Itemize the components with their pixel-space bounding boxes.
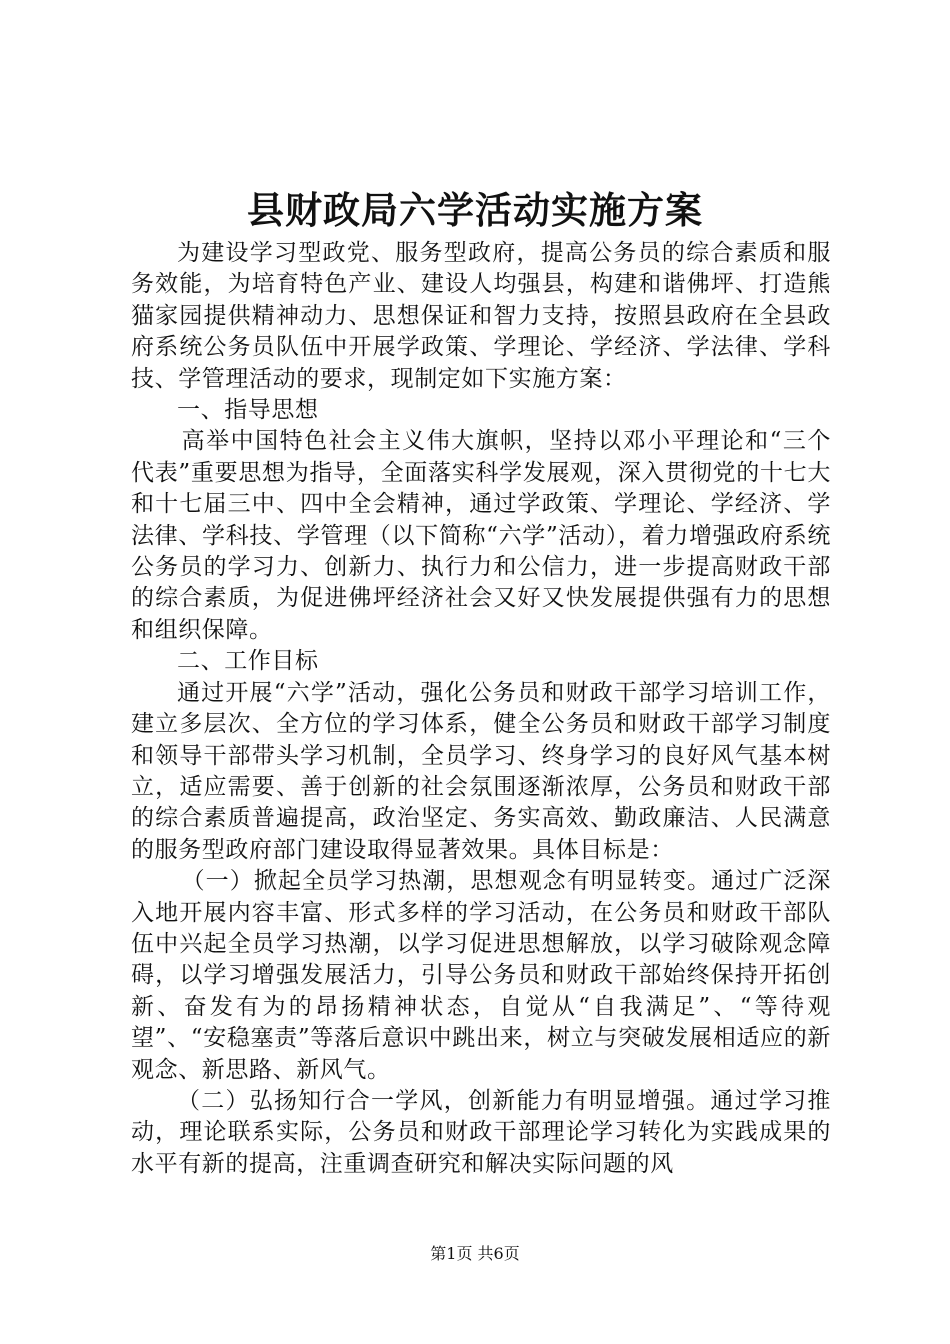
guiding-ideology-paragraph: 高举中国特色社会主义伟大旗帜，坚持以邓小平理论和“三个代表”重要思想为指导，全面落实科学发展观，深入贯彻党的十七大和十七届三中、四中全会精神，通过学政策、学理论、学经济、学法律、学科技、学管理（以下简称“六学”活动），着力增强政府系统公务员的学习力、创新力、执行力和公信力，进一步提高财政干部的综合素质，为促进佛坪经济社会又好又快发展提供强有力的思想和组织保障。	[131, 428, 831, 643]
intro-paragraph: 为建设学习型政党、服务型政府，提高公务员的综合素质和服务效能，为培育特色产业、建设人均强县，构建和谐佛坪、打造熊猫家园提供精神动力、思想保证和智力支持，按照县政府在全县政府系统公务员队伍中开展学政策、学理论、学经济、学法律、学科技、学管理活动的要求，现制定如下实施方案：	[131, 240, 831, 392]
page-footer: 第1页 共6页	[430, 1244, 520, 1263]
document-body	[131, 238, 831, 1180]
work-goals-paragraph: 通过开展“六学”活动，强化公务员和财政干部学习培训工作，建立多层次、全方位的学习体系，健全公务员和财政干部学习制度和领导干部带头学习机制，全员学习、终身学习的良好风气基本树立，适应需要、善于创新的社会氛围逐渐浓厚，公务员和财政干部的综合素质普遍提高，政治坚定、务实高效、勤政廉洁、人民满意的服务型政府部门建设取得显著效果。具体目标是：	[131, 679, 831, 863]
goal-item-1-paragraph: （一）掀起全员学习热潮，思想观念有明显转变。通过广泛深入地开展内容丰富、形式多样的学习活动，在公务员和财政干部队伍中兴起全员学习热潮，以学习促进思想解放，以学习破除观念障碍，以学习增强发展活力，引导公务员和财政干部始终保持开拓创新、奋发有为的昂扬精神状态，自觉从“自我满足”、“等待观望”、“安稳塞责”等落后意识中跳出来，树立与突破发展相适应的新观念、新思路、新风气。	[131, 868, 831, 1083]
goal-item-2-paragraph: （二）弘扬知行合一学风，创新能力有明显增强。通过学习推动，理论联系实际，公务员和财政干部理论学习转化为实践成果的水平有新的提高，注重调查研究和解决实际问题的风	[131, 1087, 831, 1177]
section-heading-work-goals: 二、工作目标	[177, 648, 319, 675]
section-heading-guiding-ideology: 一、指导思想	[177, 397, 319, 424]
document-title: 县财政局六学活动实施方案	[247, 188, 703, 232]
